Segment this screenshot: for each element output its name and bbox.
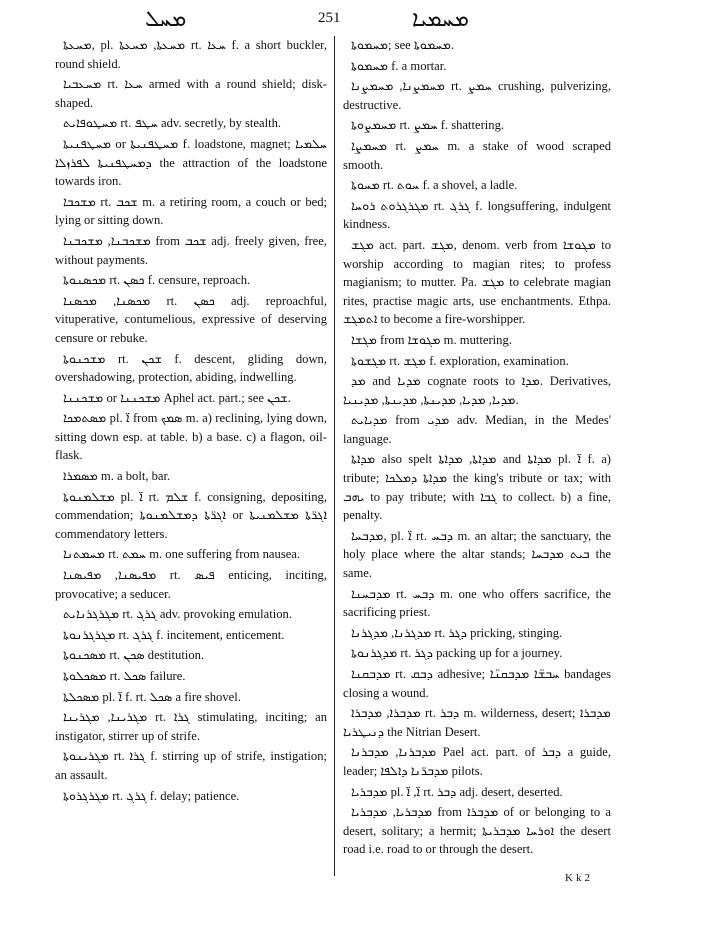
dictionary-entry: ܡܕܓܪܢܐ, ܡܕܓܪܢܐ rt. ܕܓܪ pricking, stinging.	[351, 625, 563, 640]
dictionary-entry: ܡܕܒܪܢܐ, ܡܕܒܪܢܐ Pael act. part. of ܕܒܪ a guide, leader; ܡܕܒܪ̈ܢܐ ܕܐܠܦܐ pilots.	[343, 745, 611, 778]
dictionary-entry: ܡܦܝܣܢܐ, ܡܦܝܣܢܐ rt. ܦܝܣ enticing, inciting, provocative; a seducer.	[55, 568, 327, 601]
dictionary-entry: ܡܓܫܐ from ܡܓܘܫܐ m. muttering.	[351, 332, 512, 347]
dictionary-entry: ܡܣܬܡܟܐ pl. ܐ̈ from ܣܡܟ m. a) reclining, lying down, sitting down esp. at table. b) a base. c) a flagon, oil-flask.	[55, 411, 327, 463]
dictionary-entry: ܡܕܒܚܐ, pl. ܐ̈ rt. ܕܒܚ m. an altar; the sanctuary, the holy place where the altar stands; ܒܝܬ ܡܕܒܚܐ the same.	[343, 528, 612, 581]
left-column	[55, 36, 327, 807]
dictionary-entry: ܡܕ and ܡܕܝܐ cognate roots to ܡܕܐ. Derivatives, ܡܕܝܐ, ܡܕܝܐ, ܡܕܝܢܬܐ, ܡܕܝܢܬܐ, ܡܕܝܢܝܐ.	[343, 374, 611, 407]
dictionary-entry: ܡܣܟܠܬܐ pl. ܐ̈ f. rt. ܣܟܠ a fire shovel.	[63, 689, 241, 704]
right-column	[343, 36, 611, 861]
dictionary-entry: ܡܚܡܘܬܐ f. a mortar.	[351, 58, 447, 73]
dictionary-entry: ܡܚܡܨܐ rt. ܚܡܨ m. a stake of wood scraped smooth.	[343, 138, 611, 172]
dictionary-entry: ܡܟܣܢܘܬܐ rt. ܟܣܢ f. censure, reproach.	[63, 273, 251, 288]
dictionary-entry: ܡܓܫܘܬܐ rt. ܡܓܫ f. exploration, examination.	[351, 353, 569, 368]
dictionary-entry: ܡܓܪܓܪܘܬܐ rt. ܓܪܓ f. delay; patience.	[63, 788, 240, 803]
dictionary-entry: ܡܓܪܓܪܢܘܬܐ rt. ܓܪܓ f. incitement, enticement.	[63, 627, 285, 642]
dictionary-entry: ܡܚܥܬܐ, pl. ܡܚܥܬܐ, ܡܚܥܬܐ rt. ܚܥܐ f. a short buckler, round shield.	[55, 38, 328, 71]
dictionary-entry: ܡܓܪܝܢܘܬܐ rt. ܓܪܐ f. stirring up of strife, instigation; an assault.	[55, 749, 327, 782]
page-number: 251	[318, 10, 341, 26]
dictionary-entry: ܡܓܫ act. part. ܡܓܫ, denom. verb from ܡܓܘܫܐ to worship according to magian rites; to profess magianism; to mutter. Pa. ܡܓܫ to celebrate magian rites, practise magic arts, use enchantments. Ethpa. ܐܬܡܓܫ to become a fire-worshipper.	[343, 237, 612, 327]
dictionary-entry: ܡܚܛܘܦܐܝܬ rt. ܚܛܦ adv. secretly, by stealth.	[63, 116, 282, 131]
dictionary-entry: ܡܓܪܓܪܢܐܝܬ rt. ܓܪܓ adv. provoking emulation.	[63, 607, 292, 622]
dictionary-entry: ܡܚܡܘܬܐ; see ܡܚܡܘܬܐ.	[351, 38, 455, 52]
dictionary-entry: ܡܕܓܪܢܘܬܐ rt. ܕܓܪ packing up for a journey.	[351, 646, 563, 661]
dictionary-entry: ܡܚܛܦܢܝܬܐ or ܡܚܛܦܢܝܬܐ f. loadstone, magnet; ܚܠܡܝܐ ܕܡܚܛܦܢܝܬܐ ܠܦܪܙܠܐ the attraction of the loadstone towards iron.	[55, 136, 327, 189]
header-right-catchword: ܡܚܡܝܐ	[412, 6, 469, 31]
dictionary-entry: ܡܚܘܬܐ rt. ܚܘܬ f. a shovel, a ladle.	[351, 178, 518, 193]
dictionary-entry: ܡܣܡܪܐ m. a bolt, bar.	[63, 469, 171, 484]
dictionary-entry: ܡܣܟܢܘܬܐ rt. ܣܟܢ destitution.	[63, 648, 205, 663]
dictionary-entry: ܡܫܟܒܢܐ, ܡܫܟܒܢܐ from ܫܟܒ adj. freely given, free, without payments.	[55, 233, 327, 267]
dictionary-entry: ܡܫܠܡܢܘܬܐ pl. ܐ̈ rt. ܫܠܡ f. consigning, depositing, commendation; ܐܓܪ̈ܬܐ ܕܡܫܠܡܢܘܬܐ or ܐܓܪ̈ܬܐ ܡܫܠܡܢܝܬܐ commendatory letters.	[55, 489, 328, 541]
dictionary-entry: ܡܕܒܪܝܐ pl. ܐ̈, ܐ̈ rt. ܕܒܪ adj. desert, deserted.	[351, 784, 563, 799]
dictionary-entry: ܡܫܟܒܐ rt. ܫܟܒ m. a retiring room, a couch or bed; lying or sitting down.	[55, 194, 327, 228]
dictionary-entry: ܡܫܟܢܢܐ or ܡܫܟܢܢܐ Aphel act. part.; see ܫܟܢ.	[63, 390, 291, 405]
dictionary-entry: ܡܚܡܨܢܐ, ܡܚܡܨܢܐ rt. ܚܡܨ crushing, pulverizing, destructive.	[343, 79, 612, 112]
dictionary-entry: ܡܕܒܚܢܐ rt. ܕܒܚ m. one who offers sacrifice, the sacrificing priest.	[343, 586, 612, 620]
dictionary-entry: ܡܓܪܝܢܐ, ܡܓܪܝܢܐ rt. ܓܪܐ stimulating, inciting; an instigator, stirrer up of strife.	[55, 710, 327, 743]
dictionary-entry: ܡܕܒܩܢܐ rt. ܕܒܩ adhesive; ܚܒܫ̈ܐ ܡܕܒܩܢ̈ܐ bandages closing a wound.	[343, 667, 611, 700]
dictionary-entry: ܡܟܣܢܐ, ܡܟܣܢܐ rt. ܟܣܢ adj. reproachful, vituperative, contumelious, expressive of deserving censure or rebuke.	[55, 293, 327, 345]
dictionary-entry: ܡܕܝܐܝܬ from ܡܕܝ adv. Median, in the Medes' language.	[343, 413, 612, 446]
dictionary-entry: ܡܕܐܬܐ also spelt ܡܕܐܬܐ, ܡܕܐܬܐ and ܡܕܐܬܐ pl. ܐ̈ f. a) tribute; ܡܕܐܬܐ ܕܡܠܟܐ the king's tribute or tax; with ܝܗܒ to pay tribute; with ܓܒܐ to collect. b) a fine, penalty.	[343, 452, 612, 523]
dictionary-entry: ܡܚܡܨܘܬܐ rt. ܚܡܨ f. shattering.	[351, 118, 505, 133]
dictionary-entry: ܡܓܪܓܪܘܬ ܪܘܚܐ rt. ܓܪܓ f. longsuffering, indulgent kindness.	[343, 198, 611, 232]
dictionary-entry: ܡܣܟܠܘܬܐ rt. ܣܟܠ failure.	[63, 669, 186, 683]
dictionary-entry: ܡܕܒܪܝܐ, ܡܕܒܪܝܐ from ܡܕܒܪܐ of or belonging to a desert, solitary; a hermit; ܐܘܪܚܐ ܡܕܒܪܝܬܐ the desert road i.e. road to or through the desert.	[343, 805, 612, 857]
dictionary-entry: ܡܕܒܪܐ, ܡܕܒܪܐ rt. ܕܒܪ m. wilderness, desert; ܡܕܒܪܐ ܕܢܝܛܪܝܐ the Nitrian Desert.	[343, 706, 611, 739]
dictionary-entry: ܡܫܟܢܘܬܐ rt. ܫܟܢ f. descent, gliding down, overshadowing, protection, abiding, indwelling.	[55, 351, 327, 385]
printer-signature: Kk2	[565, 872, 593, 884]
dictionary-entry: ܡܚܥܒܝܐ rt. ܚܥܐ armed with a round shield; disk-shaped.	[55, 77, 327, 110]
column-divider	[334, 36, 335, 876]
header-left-catchword: ܡܚܠ	[145, 6, 187, 31]
dictionary-entry: ܡܚܡܬܢܐ rt. ܚܡܬ m. one suffering from nausea.	[63, 547, 301, 562]
